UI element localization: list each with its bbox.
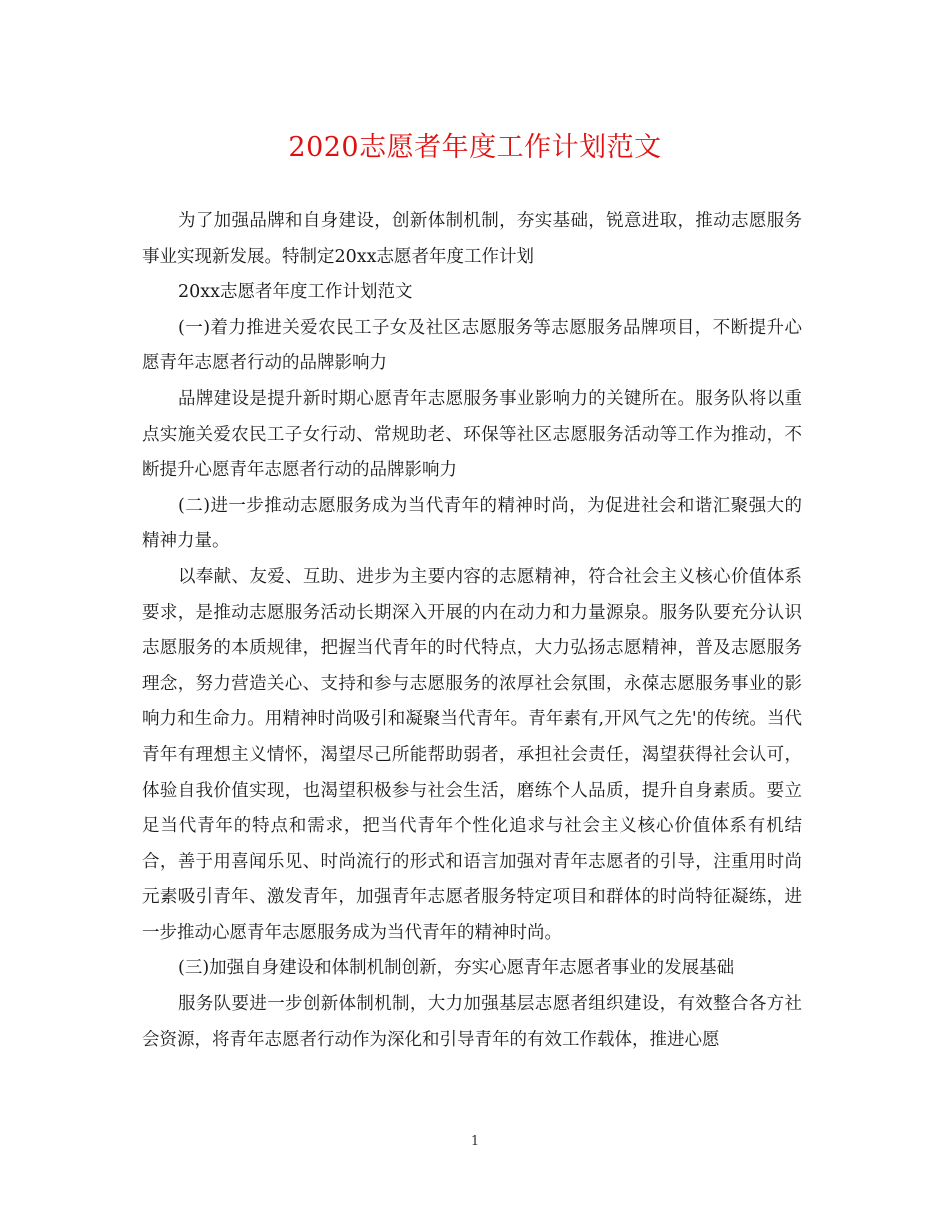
document-title: 2020志愿者年度工作计划范文: [288, 132, 662, 163]
paragraph-section-2-heading: (二)进一步推动志愿服务成为当代青年的精神时尚，为促进社会和谐汇聚强大的精神力量。: [142, 495, 802, 552]
paragraph-section-1-heading: (一)着力推进关爱农民工子女及社区志愿服务等志愿服务品牌项目，不断提升心愿青年志愿者行动的品牌影响力: [142, 317, 802, 374]
paragraph-section-3-body: 服务队要进一步创新体制机制，大力加强基层志愿者组织建设，有效整合各方社会资源，将青年志愿者行动作为深化和引导青年的有效工作载体，推进心愿: [142, 994, 802, 1050]
page-number: 1: [470, 1134, 480, 1149]
paragraph-section-3-heading: (三)加强自身建设和体制机制创新，夯实心愿青年志愿者事业的发展基础: [178, 958, 735, 979]
paragraph-intro: 为了加强品牌和自身建设，创新体制机制，夯实基础，锐意进取，推动志愿服务事业实现新发展。特制定20xx志愿者年度工作计划: [142, 211, 802, 267]
document-body: [142, 204, 802, 1058]
paragraph-section-1-body: 品牌建设是提升新时期心愿青年志愿服务事业影响力的关键所在。服务队将以重点实施关爱农民工子女行动、常规助老、环保等社区志愿服务活动等工作为推动，不断提升心愿青年志愿者行动的品牌影响力: [142, 388, 802, 481]
paragraph-subtitle: 20xx志愿者年度工作计划范文: [178, 282, 413, 303]
paragraph-section-2-body: 以奉献、友爱、互助、进步为主要内容的志愿精神，符合社会主义核心价值体系要求，是推动志愿服务活动长期深入开展的内在动力和力量源泉。服务队要充分认识志愿服务的本质规律，把握当代青年的时代特点，大力弘扬志愿精神，普及志愿服务理念，努力营造关心、支持和参与志愿服务的浓厚社会氛围，永葆志愿服务事业的影响力和生命力。用精神时尚吸引和凝聚当代青年。青年素有,开风气之先'的传统。当代青年有理想主义情怀，渴望尽己所能帮助弱者，承担社会责任，渴望获得社会认可，体验自我价值实现，也渴望积极参与社会生活，磨练个人品质，提升自身素质。要立足当代青年的特点和需求，把当代青年个性化追求与社会主义核心价值体系有机结合，善于用喜闻乐见、时尚流行的形式和语言加强对青年志愿者的引导，注重用时尚元素吸引青年、激发青年，加强青年志愿者服务特定项目和群体的时尚特征凝练，进一步推动心愿青年志愿服务成为当代青年的精神时尚。: [142, 566, 802, 943]
